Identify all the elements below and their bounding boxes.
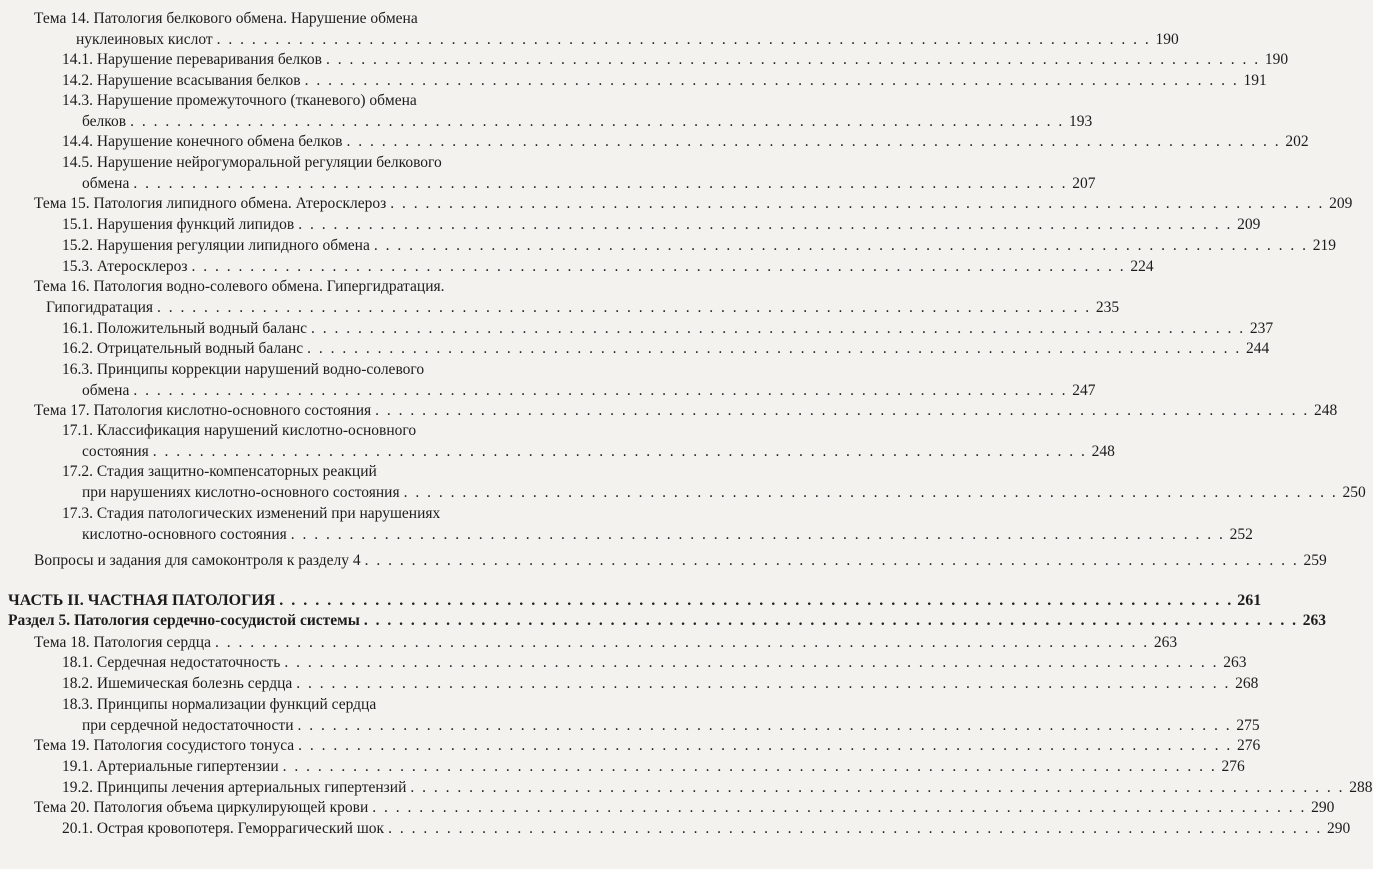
dot-leader: . . . . . . . . . . . . . . . . . . . . . . . . . . . . . . . . . . . . . . . . . . . . . . . . . . . . . . . . . . . . . . . . . . . . . . . . . . . . . . . . (279, 592, 1234, 609)
toc-entry (62, 338, 1270, 359)
dot-leader: . . . . . . . . . . . . . . . . . . . . . . . . . . . . . . . . . . . . . . . . . . . . . . . . . . . . . . . . . . . . . . . . . . . . . . . . . . . . . . . . (363, 612, 1298, 629)
dot-leader: . . . . . . . . . . . . . . . . . . . . . . . . . . . . . . . . . . . . . . . . . . . . . . . . . . . . . . . . . . . . . . . . . . . . . . . . . . . . . . . . (133, 382, 1068, 399)
toc-entry (62, 756, 1245, 777)
toc-entry (34, 797, 1335, 818)
dot-leader: . . . . . . . . . . . . . . . . . . . . . . . . . . . . . . . . . . . . . . . . . . . . . . . . . . . . . . . . . . . . . . . . . . . . . . . . . . . . . . . . (284, 654, 1219, 671)
toc-entry-title-line: 20.1. Острая кровопотеря. Геморрагический шок (62, 820, 385, 837)
toc-entry (62, 90, 1093, 132)
toc-page-number: 235 (1095, 299, 1120, 316)
toc-entry (62, 214, 1261, 235)
toc-page-number: 263 (1302, 612, 1326, 629)
toc-entry-title-line: 16.2. Отрицательный водный баланс (62, 340, 304, 357)
toc-entry-title-line: Тема 17. Патология кислотно-основного состояния (34, 402, 372, 419)
toc-page-number: 248 (1314, 402, 1338, 419)
toc-page-number: 290 (1311, 799, 1335, 816)
toc-entry-title-line: 14.3. Нарушение промежуточного (тканевого) обмена (62, 92, 417, 109)
toc-entry (62, 694, 1260, 736)
toc-page-number: 207 (1072, 175, 1096, 192)
toc-entry-title-line: Тема 19. Патология сосудистого тонуса (34, 737, 295, 754)
toc-page-number: 209 (1329, 195, 1353, 212)
toc-entry (62, 420, 1115, 462)
toc-entry-title-line: обмена (82, 382, 130, 399)
dot-leader: . . . . . . . . . . . . . . . . . . . . . . . . . . . . . . . . . . . . . . . . . . . . . . . . . . . . . . . . . . . . . . . . . . . . . . . . . . . . . . . . (375, 402, 1310, 419)
dot-leader: . . . . . . . . . . . . . . . . . . . . . . . . . . . . . . . . . . . . . . . . . . . . . . . . . . . . . . . . . . . . . . . . . . . . . . . . . . . . . . . . (298, 737, 1233, 754)
toc-entry (8, 610, 1326, 631)
toc-entry (34, 632, 1178, 653)
toc-entry-title-line: 19.2. Принципы лечения артериальных гипертензий (62, 779, 407, 796)
dot-leader: . . . . . . . . . . . . . . . . . . . . . . . . . . . . . . . . . . . . . . . . . . . . . . . . . . . . . . . . . . . . . . . . . . . . . . . . . . . . . . . . (191, 258, 1126, 275)
toc-entry-title-line: Тема 14. Патология белкового обмена. Нарушение обмена (34, 10, 418, 27)
toc-entry (62, 359, 1096, 401)
toc-page-number: 276 (1237, 737, 1261, 754)
toc-entry-title-line: 17.3. Стадия патологических изменений при нарушениях (62, 505, 441, 522)
toc-page-number: 224 (1130, 258, 1154, 275)
toc-entry-title-line: 14.2. Нарушение всасывания белков (62, 72, 301, 89)
dot-leader: . . . . . . . . . . . . . . . . . . . . . . . . . . . . . . . . . . . . . . . . . . . . . . . . . . . . . . . . . . . . . . . . . . . . . . . . . . . . . . . . (403, 484, 1338, 501)
toc-entry-title-line: 16.3. Принципы коррекции нарушений водно-солевого (62, 361, 425, 378)
toc-entry-title-line: при нарушениях кислотно-основного состояния (82, 484, 400, 501)
dot-leader: . . . . . . . . . . . . . . . . . . . . . . . . . . . . . . . . . . . . . . . . . . . . . . . . . . . . . . . . . . . . . . . . . . . . . . . . . . . . . . . . (346, 133, 1281, 150)
toc-page-number: 250 (1342, 484, 1366, 501)
toc-entry-title-line: Тема 16. Патология водно-солевого обмена. Гипергидратация. (34, 278, 445, 295)
toc-entry-title-line: 18.2. Ишемическая болезнь сердца (62, 675, 293, 692)
toc-page-number: 209 (1237, 216, 1261, 233)
toc-entry (62, 318, 1274, 339)
dot-leader: . . . . . . . . . . . . . . . . . . . . . . . . . . . . . . . . . . . . . . . . . . . . . . . . . . . . . . . . . . . . . . . . . . . . . . . . . . . . . . . . (214, 634, 1150, 651)
dot-leader: . . . . . . . . . . . . . . . . . . . . . . . . . . . . . . . . . . . . . . . . . . . . . . . . . . . . . . . . . . . . . . . . . . . . . . . . . . . . . . . . (373, 237, 1308, 254)
dot-leader: . . . . . . . . . . . . . . . . . . . . . . . . . . . . . . . . . . . . . . . . . . . . . . . . . . . . . . . . . . . . . . . . . . . . . . . . . . . . . . . . (152, 443, 1087, 460)
dot-leader: . . . . . . . . . . . . . . . . . . . . . . . . . . . . . . . . . . . . . . . . . . . . . . . . . . . . . . . . . . . . . . . . . . . . . . . . . . . . . . . . (311, 320, 1246, 337)
toc-page-number: 193 (1068, 113, 1093, 130)
toc-entry-title-line: 15.1. Нарушения функций липидов (62, 216, 295, 233)
toc-entry-title-line: при сердечной недостаточности (82, 717, 294, 734)
dot-leader: . . . . . . . . . . . . . . . . . . . . . . . . . . . . . . . . . . . . . . . . . . . . . . . . . . . . . . . . . . . . . . . . . . . . . . . . . . . . . . . . (307, 340, 1242, 357)
toc-page-number: 263 (1153, 634, 1178, 651)
toc-entry (8, 590, 1262, 611)
toc-entry-title-line: Тема 18. Патология сердца (34, 634, 211, 651)
toc-entry (34, 400, 1338, 421)
toc-entry-title-line: Гипогидратация (46, 299, 154, 316)
toc-entry-title-line: 16.1. Положительный водный баланс (62, 320, 308, 337)
toc-page-number: 261 (1237, 592, 1262, 609)
toc-entry-title-line: Вопросы и задания для самоконтроля к разделу 4 (34, 552, 361, 569)
dot-leader: . . . . . . . . . . . . . . . . . . . . . . . . . . . . . . . . . . . . . . . . . . . . . . . . . . . . . . . . . . . . . . . . . . . . . . . . . . . . . . . . (296, 675, 1231, 692)
toc-entry-title-line: кислотно-основного состояния (82, 526, 287, 543)
dot-leader: . . . . . . . . . . . . . . . . . . . . . . . . . . . . . . . . . . . . . . . . . . . . . . . . . . . . . . . . . . . . . . . . . . . . . . . . . . . . . . . . (388, 820, 1323, 837)
toc-page-number: 219 (1312, 237, 1336, 254)
toc-entry (62, 652, 1247, 673)
toc-entry (34, 735, 1261, 756)
dot-leader: . . . . . . . . . . . . . . . . . . . . . . . . . . . . . . . . . . . . . . . . . . . . . . . . . . . . . . . . . . . . . . . . . . . . . . . . . . . . . . . . (372, 799, 1307, 816)
dot-leader: . . . . . . . . . . . . . . . . . . . . . . . . . . . . . . . . . . . . . . . . . . . . . . . . . . . . . . . . . . . . . . . . . . . . . . . . . . . . . . . . (410, 779, 1345, 796)
toc-page-number: 268 (1235, 675, 1259, 692)
toc-page-number: 248 (1091, 443, 1115, 460)
toc-page-number: 191 (1243, 72, 1267, 89)
dot-leader: . . . . . . . . . . . . . . . . . . . . . . . . . . . . . . . . . . . . . . . . . . . . . . . . . . . . . . . . . . . . . . . . . . . . . . . . . . . . . . . . (304, 72, 1239, 89)
dot-leader: . . . . . . . . . . . . . . . . . . . . . . . . . . . . . . . . . . . . . . . . . . . . . . . . . . . . . . . . . . . . . . . . . . . . . . . . . . . . . . . . (364, 552, 1299, 569)
toc-entry (62, 235, 1336, 256)
toc-page-number: 244 (1246, 340, 1270, 357)
toc-entry (62, 131, 1309, 152)
toc-entry-title-line: Тема 20. Патология объема циркулирующей крови (34, 799, 369, 816)
dot-leader: . . . . . . . . . . . . . . . . . . . . . . . . . . . . . . . . . . . . . . . . . . . . . . . . . . . . . . . . . . . . . . . . . . . . . . . . . . . . . . . . (133, 175, 1068, 192)
dot-leader: . . . . . . . . . . . . . . . . . . . . . . . . . . . . . . . . . . . . . . . . . . . . . . . . . . . . . . . . . . . . . . . . . . . . . . . . . . . . . . . . (298, 216, 1233, 233)
toc-entry-title-line: 14.5. Нарушение нейрогуморальной регуляции белкового (62, 154, 442, 171)
dot-leader: . . . . . . . . . . . . . . . . . . . . . . . . . . . . . . . . . . . . . . . . . . . . . . . . . . . . . . . . . . . . . . . . . . . . . . . . . . . . . . . . (390, 195, 1325, 212)
dot-leader: . . . . . . . . . . . . . . . . . . . . . . . . . . . . . . . . . . . . . . . . . . . . . . . . . . . . . . . . . . . . . . . . . . . . . . . . . . . . . . . . (297, 717, 1232, 734)
toc-entry-title-line: 14.1. Нарушение переваривания белков (62, 51, 322, 68)
toc-entry-title-line: 15.3. Атеросклероз (62, 258, 188, 275)
toc-entry-title-line: нуклеиновых кислот (76, 31, 213, 48)
toc-entry (62, 256, 1154, 277)
toc-entry-title-line: 14.4. Нарушение конечного обмена белков (62, 133, 343, 150)
dot-leader: . . . . . . . . . . . . . . . . . . . . . . . . . . . . . . . . . . . . . . . . . . . . . . . . . . . . . . . . . . . . . . . . . . . . . . . . . . . . . . . . (290, 526, 1225, 543)
toc-entry-title-line: Тема 15. Патология липидного обмена. Атеросклероз (34, 195, 387, 212)
dot-leader: . . . . . . . . . . . . . . . . . . . . . . . . . . . . . . . . . . . . . . . . . . . . . . . . . . . . . . . . . . . . . . . . . . . . . . . . . . . . . . . . (216, 31, 1151, 48)
toc-entry-title-line: состояния (82, 443, 149, 460)
toc-entry (62, 152, 1096, 194)
toc-page-number: 252 (1229, 526, 1253, 543)
toc-entry (34, 8, 1179, 50)
toc-page-number: 202 (1285, 133, 1309, 150)
toc-entry-title-line: 18.3. Принципы нормализации функций сердца (62, 696, 377, 713)
toc-page-number: 237 (1249, 320, 1274, 337)
toc-entry-title-line: обмена (82, 175, 130, 192)
dot-leader: . . . . . . . . . . . . . . . . . . . . . . . . . . . . . . . . . . . . . . . . . . . . . . . . . . . . . . . . . . . . . . . . . . . . . . . . . . . . . . . . (325, 51, 1261, 68)
toc-page-number: 247 (1072, 382, 1096, 399)
toc-page-number: 288 (1349, 779, 1373, 796)
dot-leader: . . . . . . . . . . . . . . . . . . . . . . . . . . . . . . . . . . . . . . . . . . . . . . . . . . . . . . . . . . . . . . . . . . . . . . . . . . . . . . . . (157, 299, 1092, 316)
toc-entry-title-line: белков (82, 113, 127, 130)
toc-entry (34, 193, 1353, 214)
toc-page-number: 263 (1223, 654, 1247, 671)
toc-entry (62, 777, 1373, 798)
toc-page-number: 290 (1326, 820, 1351, 837)
toc-entry-title-line: 17.1. Классификация нарушений кислотно-основного (62, 422, 417, 439)
toc-entry (34, 276, 1120, 318)
toc-entry-title-line: 19.1. Артериальные гипертензии (62, 758, 279, 775)
toc-entry-title-line: 18.1. Сердечная недостаточность (62, 654, 281, 671)
toc-entry (62, 461, 1366, 503)
toc-entry (62, 49, 1289, 70)
toc-entry-title-line: 15.2. Нарушения регуляции липидного обмена (62, 237, 370, 254)
toc-page-number: 275 (1236, 717, 1260, 734)
toc-entry-title-line: Раздел 5. Патология сердечно-сосудистой системы (8, 612, 360, 629)
toc-entry (34, 550, 1327, 571)
toc-page-number: 259 (1303, 552, 1327, 569)
toc-entry (62, 818, 1351, 839)
toc-page-number: 276 (1221, 758, 1245, 775)
toc-entry-title-line: ЧАСТЬ II. ЧАСТНАЯ ПАТОЛОГИЯ (8, 592, 276, 609)
toc-entry (62, 673, 1259, 694)
toc-entry (62, 70, 1267, 91)
dot-leader: . . . . . . . . . . . . . . . . . . . . . . . . . . . . . . . . . . . . . . . . . . . . . . . . . . . . . . . . . . . . . . . . . . . . . . . . . . . . . . . . (130, 113, 1065, 130)
toc-entry-title-line: 17.2. Стадия защитно-компенсаторных реакций (62, 463, 377, 480)
toc-entry (62, 503, 1253, 545)
toc-page-number: 190 (1264, 51, 1289, 68)
toc-page-number: 190 (1155, 31, 1179, 48)
dot-leader: . . . . . . . . . . . . . . . . . . . . . . . . . . . . . . . . . . . . . . . . . . . . . . . . . . . . . . . . . . . . . . . . . . . . . . . . . . . . . . . . (282, 758, 1217, 775)
